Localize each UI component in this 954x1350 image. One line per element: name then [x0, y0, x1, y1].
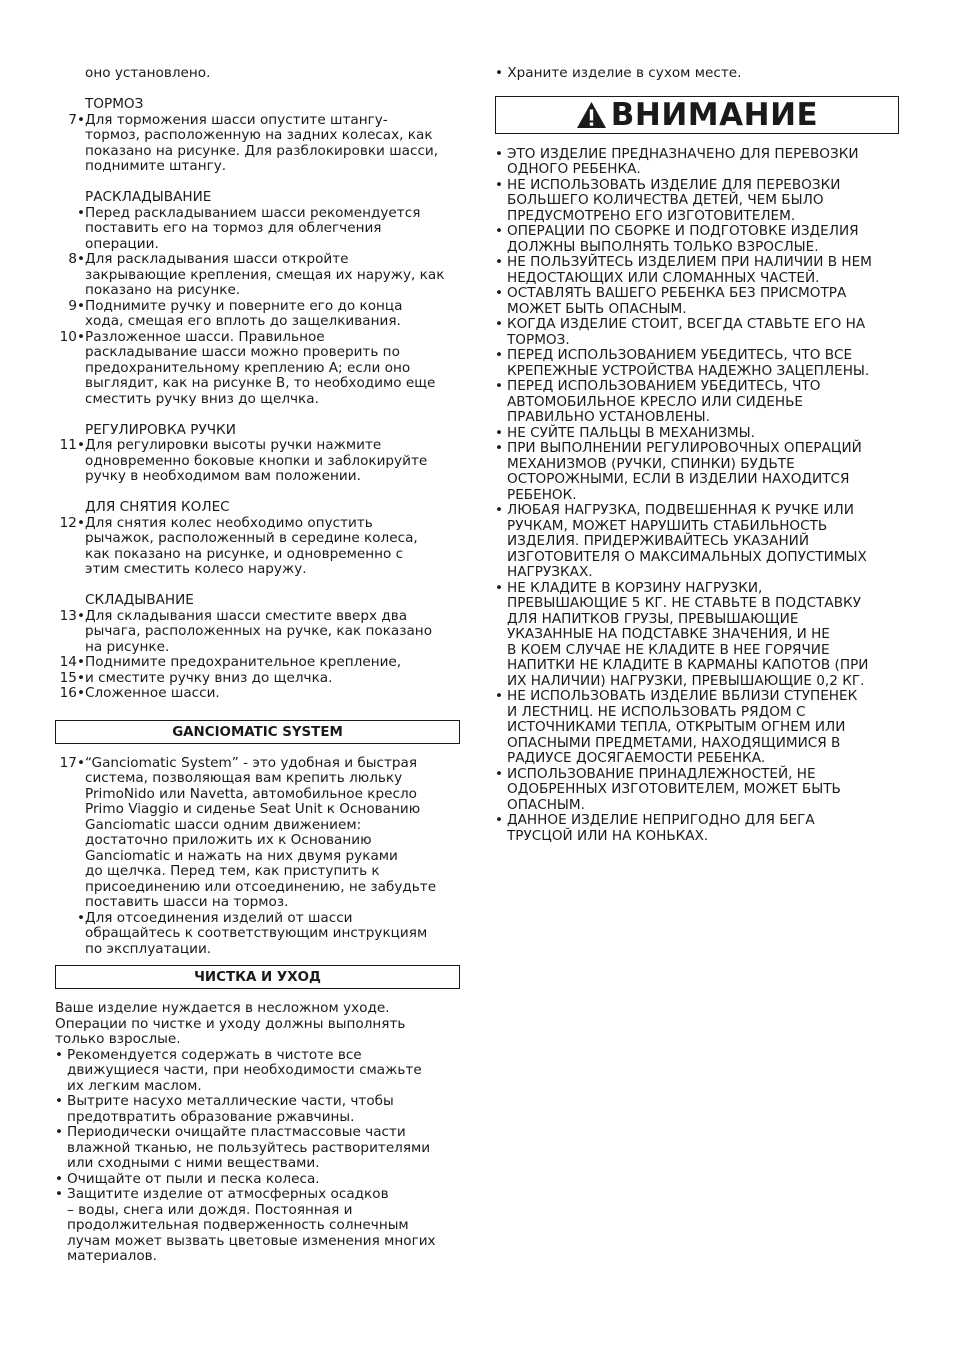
brake-instructions	[55, 113, 460, 175]
care-bullet-line	[55, 1094, 460, 1110]
warning-item-line	[495, 317, 899, 333]
care-bullet-text: или сходными с ними веществами.	[67, 1155, 320, 1171]
warning-item-line	[495, 348, 899, 364]
ganciomatic-step	[55, 895, 460, 911]
warning-item-line	[495, 302, 899, 318]
item-number: 9•	[68, 297, 85, 314]
bullet-dot: •	[495, 223, 504, 239]
step-number: 10	[59, 328, 77, 345]
care-bullet-line	[55, 1156, 460, 1172]
warning-title: ВНИМАНИЕ	[610, 96, 819, 133]
bullet-dot: •	[495, 285, 504, 301]
fold-step	[55, 609, 460, 625]
warning-item-line	[495, 736, 899, 752]
care-heading-box: ЧИСТКА И УХОД	[55, 965, 460, 989]
item-text: хода, смещая его вплоть до защелкивания.	[85, 313, 401, 329]
warning-item-line	[495, 364, 899, 380]
item-text: обращайтесь к соответствующим инструкциям	[85, 925, 428, 941]
unfold-step	[55, 221, 460, 237]
warning-item-text: И ЛЕСТНИЦ. НЕ ИСПОЛЬЗОВАТЬ РЯДОМ С	[507, 703, 806, 720]
step-number: 13	[59, 607, 77, 624]
item-text: этим сместить колесо наружу.	[85, 561, 307, 577]
item-text: Ganciomatic шасси одним движением:	[85, 816, 362, 833]
unfold-step	[55, 392, 460, 408]
warning-item-text: ПРЕДУСМОТРЕНО ЕГО ИЗГОТОВИТЕЛЕМ.	[507, 207, 796, 224]
warning-item-line	[495, 178, 899, 194]
warning-item-line	[495, 658, 899, 674]
warning-item-line	[495, 395, 899, 411]
warning-item-line	[495, 271, 899, 287]
item-number: 7•	[68, 111, 85, 128]
care-bullet-text: – воды, снега или дождя. Постоянная и	[67, 1201, 353, 1218]
warning-item-line	[495, 751, 899, 767]
warning-item-line	[495, 798, 899, 814]
fold-instructions	[55, 609, 460, 702]
care-bullet-text: Периодически очищайте пластмассовые части	[67, 1124, 406, 1140]
warning-item-text: НЕ СУЙТЕ ПАЛЬЦЫ В МЕХАНИЗМЫ.	[507, 424, 755, 441]
item-text: Для регулировки высоты ручки нажмите	[85, 437, 382, 453]
care-bullet-text: предотвратить образование ржавчины.	[67, 1108, 355, 1125]
item-text: поставить его на тормоз для облегчения	[85, 220, 382, 236]
item-text: одновременно боковые кнопки и заблокируйте	[85, 452, 428, 469]
warning-item-line	[495, 503, 899, 519]
item-text: до щелчка. Перед тем, как приступить к	[85, 863, 380, 879]
care-bullet-line	[55, 1141, 460, 1157]
unfold-step	[55, 314, 460, 330]
bullet-dot: •	[495, 254, 504, 270]
fold-step	[55, 624, 460, 640]
warning-item-line	[495, 333, 899, 349]
warning-item-text: НЕ КЛАДИТЕ В КОРЗИНУ НАГРУЗКИ,	[507, 579, 763, 596]
warning-item-text: ИХ НАЛИЧИИ) НАГРУЗКИ, ПРЕВЫШАЮЩИЕ 0,2 КГ.	[507, 672, 865, 689]
warning-item-line	[495, 162, 899, 178]
warning-item-line	[495, 720, 899, 736]
care-bullet-line	[55, 1218, 460, 1234]
item-text: Primo Viaggio и сиденье Seat Unit к Основанию	[85, 801, 421, 817]
ganciomatic-step	[55, 756, 460, 772]
item-text: показано на рисунке. Для разблокировки шасси,	[85, 142, 439, 159]
warning-item-text: ОСТАВЛЯТЬ ВАШЕГО РЕБЕНКА БЕЗ ПРИСМОТРА	[507, 285, 847, 301]
warning-item-line	[495, 286, 899, 302]
step-number: 9	[68, 297, 77, 314]
wheels-step	[55, 531, 460, 547]
item-number: 14•	[59, 654, 85, 670]
warning-item-text: ОСТОРОЖНЫМИ, ЕСЛИ В ИЗДЕЛИИ НАХОДИТСЯ	[507, 471, 850, 487]
unfold-step	[55, 361, 460, 377]
ganciomatic-step	[55, 864, 460, 880]
warning-item-line	[495, 643, 899, 659]
warning-item-text: ПРАВИЛЬНО УСТАНОВЛЕНЫ.	[507, 409, 710, 425]
step-number: 14	[59, 654, 77, 670]
warning-item-text: ИСПОЛЬЗОВАНИЕ ПРИНАДЛЕЖНОСТЕЙ, НЕ	[507, 765, 816, 782]
care-bullet-text: лучам может вызвать цветовые изменения многих	[67, 1232, 436, 1249]
warning-item-line	[495, 224, 899, 240]
item-text: “Ganciomatic System” - это удобная и быстрая	[85, 754, 418, 771]
item-text: предохранительному креплению A; если оно	[85, 359, 411, 376]
care-bullet-line	[55, 1048, 460, 1064]
warning-item-text: НАГРУЗКАХ.	[507, 564, 593, 580]
care-bullet-text: Вытрите насухо металлические части, чтобы	[67, 1093, 394, 1109]
warning-item-text: НАПИТКИ НЕ КЛАДИТЕ В КАРМАНЫ КАПОТОВ (ПРИ	[507, 657, 869, 673]
warning-item-text: ИЗГОТОВИТЕЛЯ О МАКСИМАЛЬНЫХ ДОПУСТИМЫХ	[507, 548, 867, 565]
unfold-step	[55, 345, 460, 361]
item-text: показано на рисунке.	[85, 282, 241, 298]
care-intro-line: только взрослые.	[55, 1031, 181, 1047]
warning-item-text: МОЖЕТ БЫТЬ ОПАСНЫМ.	[507, 300, 687, 317]
bullet-dot: •	[495, 316, 504, 332]
unfold-step	[55, 268, 460, 284]
bullet-dot: •	[495, 765, 504, 782]
handle-step	[55, 454, 460, 470]
warning-item-line	[495, 147, 899, 163]
item-text: на рисунке.	[85, 638, 170, 655]
warning-item-text: УКАЗАННЫЕ НА ПОДСТАВКЕ ЗНАЧЕНИЯ, И НЕ	[507, 626, 830, 642]
section-heading-brake: ТОРМОЗ	[85, 96, 144, 112]
care-bullet-text: Защитите изделие от атмосферных осадков	[67, 1186, 389, 1202]
warning-item-line	[495, 705, 899, 721]
bullet-dot: •	[495, 424, 504, 441]
item-text: как показано на рисунке, и одновременно с	[85, 545, 404, 562]
section-heading-handle: РЕГУЛИРОВКА РУЧКИ	[85, 421, 236, 438]
bullet-dot: •	[495, 347, 504, 363]
warning-item-line	[495, 193, 899, 209]
item-text: Для раскладывания шасси откройте	[85, 251, 349, 267]
care-bullet-line	[55, 1249, 460, 1265]
warning-item-line	[495, 240, 899, 256]
ganciomatic-step	[55, 771, 460, 787]
item-text: тормоз, расположенную на задних колесах, как	[85, 127, 433, 143]
brake-step	[55, 128, 460, 144]
brake-step	[55, 113, 460, 129]
brake-step	[55, 159, 460, 175]
item-text: закрывающие крепления, смещая их наружу, как	[85, 266, 445, 283]
item-text: Поднимите предохранительное крепление,	[85, 654, 402, 670]
dry-storage-note: • Храните изделие в сухом месте.	[495, 65, 742, 81]
warning-item-text: НЕ ПОЛЬЗУЙТЕСЬ ИЗДЕЛИЕМ ПРИ НАЛИЧИИ В НЕМ	[507, 254, 872, 270]
item-number: 15•	[59, 669, 85, 686]
wheels-step	[55, 562, 460, 578]
fold-step	[55, 655, 460, 671]
unfold-step	[55, 376, 460, 392]
warning-item-line	[495, 379, 899, 395]
item-text: система, позволяющая вам крепить люльку	[85, 770, 403, 786]
warning-item-text: НЕДОСТАЮЩИХ ИЛИ СЛОМАННЫХ ЧАСТЕЙ.	[507, 269, 820, 286]
bullet-dot: •	[495, 440, 504, 456]
fold-step	[55, 640, 460, 656]
warning-item-text: ДОЛЖНЫ ВЫПОЛНЯТЬ ТОЛЬКО ВЗРОСЛЫЕ.	[507, 238, 819, 255]
warning-item-text: ОПЕРАЦИИ ПО СБОРКЕ И ПОДГОТОВКЕ ИЗДЕЛИЯ	[507, 223, 859, 239]
item-text: рычажок, расположенный в середине колеса,	[85, 530, 418, 546]
ganciomatic-step	[55, 787, 460, 803]
care-bullet-text: их легким маслом.	[67, 1077, 202, 1094]
warning-item-line	[495, 612, 899, 628]
right-column	[495, 66, 899, 844]
section-heading-unfold: РАСКЛАДЫВАНИЕ	[85, 189, 212, 205]
bullet-dot: •	[55, 1093, 64, 1109]
warning-item-line	[495, 209, 899, 225]
step-number: 11	[59, 437, 77, 453]
item-text: PrimoNido или Navetta, автомобильное кресло	[85, 785, 417, 802]
ganciomatic-step	[55, 818, 460, 834]
warning-item-line	[495, 596, 899, 612]
warning-item-text: ОПАСНЫМИ ПРЕДМЕТАМИ, НАХОДЯЩИМИСЯ В	[507, 734, 841, 751]
handle-step	[55, 469, 460, 485]
warning-item-text: БОЛЬШЕГО КОЛИЧЕСТВА ДЕТЕЙ, ЧЕМ БЫЛО	[507, 192, 824, 208]
item-number: 8•	[68, 251, 85, 267]
item-text: Сложенное шасси.	[85, 685, 220, 701]
care-bullet-line	[55, 1079, 460, 1095]
wheels-instructions	[55, 516, 460, 578]
ganciomatic-step	[55, 942, 460, 958]
item-number: 11•	[59, 437, 85, 453]
unfold-step	[55, 299, 460, 315]
warning-item-text: ЛЮБАЯ НАГРУЗКА, ПОДВЕШЕННАЯ К РУЧКЕ ИЛИ	[507, 502, 854, 518]
warning-item-line	[495, 627, 899, 643]
ganciomatic-step	[55, 926, 460, 942]
item-text: сместить ручку вниз до щелчка.	[85, 390, 319, 407]
warning-item-text: ИСТОЧНИКАМИ ТЕПЛА, ОТКРЫТЫМ ОГНЕМ ИЛИ	[507, 719, 846, 735]
left-column	[55, 66, 460, 1265]
warning-item-text: ОДОБРЕННЫХ ИЗГОТОВИТЕЛЕМ, МОЖЕТ БЫТЬ	[507, 781, 841, 797]
warning-item-text: ДАННОЕ ИЗДЕЛИЕ НЕПРИГОДНО ДЛЯ БЕГА	[507, 812, 815, 828]
bullet-dot: •	[495, 502, 504, 518]
warning-item-text: ПРИ ВЫПОЛНЕНИИ РЕГУЛИРОВОЧНЫХ ОПЕРАЦИЙ	[507, 440, 862, 456]
bullet-dot: •	[55, 1170, 64, 1187]
ganciomatic-instructions	[55, 756, 460, 958]
warning-item-text: РУЧКАМ, МОЖЕТ НАРУШИТЬ СТАБИЛЬНОСТЬ	[507, 517, 828, 534]
wheels-step	[55, 516, 460, 532]
bullet-dot: •	[55, 1046, 64, 1063]
bullet-dot: •	[495, 176, 504, 193]
care-bullet-line	[55, 1203, 460, 1219]
warning-item-text: ОДНОГО РЕБЕНКА.	[507, 161, 641, 177]
warning-item-line	[495, 255, 899, 271]
item-number: 12•	[59, 514, 85, 531]
warning-item-line	[495, 581, 899, 597]
item-text: Разложенное шасси. Правильное	[85, 328, 325, 345]
warning-item-line	[495, 472, 899, 488]
bullet-dot: •	[495, 579, 504, 596]
brake-step	[55, 144, 460, 160]
unfold-instructions	[55, 206, 460, 408]
item-text: поставить шасси на тормоз.	[85, 894, 289, 910]
care-intro-line: Ваше изделие нуждается в несложном уходе.	[55, 1000, 390, 1016]
item-text: и сместите ручку вниз до щелчка.	[85, 669, 333, 686]
bullet-dot: •	[55, 1124, 64, 1140]
care-bullet-text: влажной тканью, не пользуйтесь растворителями	[67, 1139, 431, 1156]
unfold-step	[55, 330, 460, 346]
care-bullet-text: продолжительная подверженность солнечным	[67, 1217, 409, 1233]
step-number: 15	[59, 669, 77, 686]
warning-item-text: ИЗДЕЛИЯ. ПРИДЕРЖИВАЙТЕСЬ УКАЗАНИЙ	[507, 533, 810, 549]
wheels-step	[55, 547, 460, 563]
item-number: 10•	[59, 328, 85, 345]
item-text: Ganciomatic и нажать на них двумя руками	[85, 847, 398, 864]
warning-item-text: РЕБЕНОК.	[507, 486, 577, 503]
warning-item-text: ПЕРЕД ИСПОЛЬЗОВАНИЕМ УБЕДИТЕСЬ, ЧТО	[507, 378, 821, 394]
item-number: 17•	[59, 754, 85, 771]
warning-item-text: НЕ ИСПОЛЬЗОВАТЬ ИЗДЕЛИЕ ВБЛИЗИ СТУПЕНЕК	[507, 688, 858, 704]
ganciomatic-step	[55, 880, 460, 896]
warning-item-text: АВТОМОБИЛЬНОЕ КРЕСЛО ИЛИ СИДЕНЬЕ	[507, 393, 803, 410]
care-intro	[55, 1001, 460, 1048]
ganciomatic-step	[55, 802, 460, 818]
ganciomatic-step	[55, 849, 460, 865]
warning-item-line	[495, 767, 899, 783]
care-bullet-text: Рекомендуется содержать в чистоте все	[67, 1046, 362, 1063]
warning-item-text: ДЛЯ НАПИТКОВ ГРУЗЫ, ПРЕВЫШАЮЩИЕ	[507, 610, 799, 627]
warning-item-line	[495, 813, 899, 829]
ganciomatic-step	[55, 911, 460, 927]
fold-step	[55, 671, 460, 687]
item-text: присоединению или отсоединению, не забудьте	[85, 878, 437, 895]
bullet-dot: •	[495, 378, 504, 394]
warning-item-line	[495, 689, 899, 705]
care-bullet-line	[55, 1125, 460, 1141]
handle-instructions	[55, 438, 460, 485]
warning-item-line	[495, 782, 899, 798]
warning-item-line	[495, 488, 899, 504]
warning-item-text: КРЕПЕЖНЫЕ УСТРОЙСТВА НАДЕЖНО ЗАЦЕПЛЕНЫ.	[507, 362, 870, 379]
step-number: 16	[59, 685, 77, 701]
warning-item-text: ОПАСНЫМ.	[507, 796, 585, 813]
unfold-step	[55, 283, 460, 299]
care-bullet-line	[55, 1063, 460, 1079]
warning-item-line	[495, 410, 899, 426]
item-text: рычага, расположенных на ручке, как показано	[85, 623, 433, 639]
care-bullet-text: Очищайте от пыли и песка колеса.	[67, 1170, 320, 1187]
item-text: операции.	[85, 235, 159, 252]
warning-triangle-icon	[576, 101, 607, 129]
bullet-dot: •	[495, 145, 504, 162]
item-text: Для снятия колес необходимо опустить	[85, 514, 373, 531]
bullet-dot: •	[55, 1186, 64, 1202]
item-number: 13•	[59, 607, 85, 624]
section-heading-fold: СКЛАДЫВАНИЕ	[85, 592, 194, 608]
warning-item-text: КОГДА ИЗДЕЛИЕ СТОИТ, ВСЕГДА СТАВЬТЕ ЕГО НА	[507, 316, 866, 332]
item-text: ручку в необходимом вам положении.	[85, 468, 361, 484]
warning-item-text: ПРЕВЫШАЮЩИЕ 5 КГ. НЕ СТАВЬТЕ В ПОДСТАВКУ	[507, 595, 861, 611]
item-number: •	[76, 909, 85, 926]
bullet-dot: •	[495, 688, 504, 704]
step-number: 8	[68, 251, 77, 267]
item-text: раскладывание шасси можно проверить по	[85, 344, 400, 360]
warning-item-text: ТОРМОЗ.	[507, 331, 570, 348]
warning-item-line	[495, 441, 899, 457]
care-bullet-line	[55, 1172, 460, 1188]
warning-item-text: ПЕРЕД ИСПОЛЬЗОВАНИЕМ УБЕДИТЕСЬ, ЧТО ВСЕ	[507, 347, 853, 363]
ganciomatic-heading-box: GANCIOMATIC SYSTEM	[55, 720, 460, 744]
item-text: выглядит, как на рисунке B, то необходимо еще	[85, 375, 436, 391]
warning-item-line	[495, 829, 899, 845]
item-text: достаточно приложить их к Основанию	[85, 832, 372, 848]
ganciomatic-step	[55, 833, 460, 849]
item-text: Перед раскладыванием шасси рекомендуется	[85, 204, 421, 221]
handle-step	[55, 438, 460, 454]
warning-item-line	[495, 426, 899, 442]
item-number: 16•	[59, 685, 85, 701]
unfold-step	[55, 206, 460, 222]
warning-item-text: МЕХАНИЗМОВ (РУЧКИ, СПИНКИ) БУДЬТЕ	[507, 455, 795, 472]
section-heading-wheels: ДЛЯ СНЯТИЯ КОЛЕС	[85, 499, 230, 515]
care-instructions	[55, 1048, 460, 1265]
step-number: 12	[59, 514, 77, 531]
warning-list	[495, 147, 899, 845]
item-number: •	[76, 204, 85, 221]
item-text: Для отсоединения изделий от шасси	[85, 909, 353, 926]
care-bullet-line	[55, 1187, 460, 1203]
warning-item-text: ЭТО ИЗДЕЛИЕ ПРЕДНАЗНАЧЕНО ДЛЯ ПЕРЕВОЗКИ	[507, 145, 859, 162]
care-intro-line: Операции по чистке и уходу должны выполнять	[55, 1015, 406, 1032]
fold-step	[55, 686, 460, 702]
item-text: поднимите штангу.	[85, 158, 227, 174]
warning-item-line	[495, 674, 899, 690]
item-text: Поднимите ручку и поверните его до конца	[85, 297, 403, 314]
warning-item-line	[495, 565, 899, 581]
care-bullet-text: материалов.	[67, 1248, 157, 1264]
warning-item-line	[495, 519, 899, 535]
warning-banner	[495, 96, 899, 134]
warning-item-line	[495, 550, 899, 566]
warning-item-text: В КОЕМ СЛУЧАЕ НЕ КЛАДИТЕ В НЕЕ ГОРЯЧИЕ	[507, 641, 830, 658]
care-bullet-line	[55, 1110, 460, 1126]
step-number: 7	[68, 111, 77, 128]
care-bullet-text: движущиеся части, при необходимости смажьте	[67, 1062, 422, 1078]
unfold-step	[55, 252, 460, 268]
warning-item-text: РАДИУСЕ ДОСЯГАЕМОСТИ РЕБЕНКА.	[507, 750, 766, 766]
intro-line: оно установлено.	[85, 65, 211, 81]
care-bullet-line	[55, 1234, 460, 1250]
step-number: 17	[59, 754, 77, 771]
item-text: Для складывания шасси сместите вверх два	[85, 607, 408, 624]
item-text: по эксплуатации.	[85, 940, 212, 957]
unfold-step	[55, 237, 460, 253]
warning-item-line	[495, 457, 899, 473]
warning-item-text: ТРУСЦОЙ ИЛИ НА КОНЬКАХ.	[507, 827, 709, 844]
warning-item-text: НЕ ИСПОЛЬЗОВАТЬ ИЗДЕЛИЕ ДЛЯ ПЕРЕВОЗКИ	[507, 176, 841, 193]
warning-item-line	[495, 534, 899, 550]
bullet-dot: •	[495, 812, 504, 828]
item-text: Для торможения шасси опустите штангу-	[85, 111, 388, 128]
